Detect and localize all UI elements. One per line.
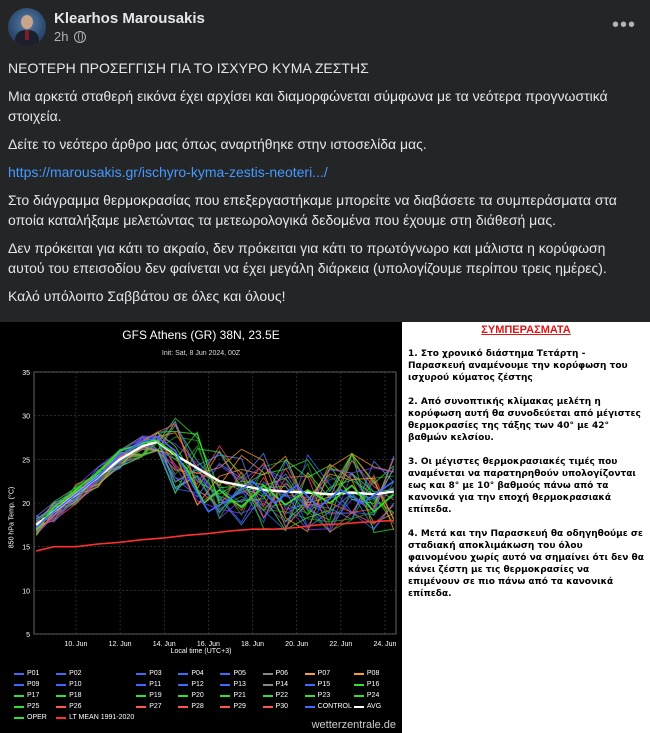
post-image[interactable] (0, 322, 650, 733)
chart-source: wetterzentrale.de (311, 719, 396, 731)
legend-item (354, 692, 394, 699)
legend-item (178, 670, 218, 677)
legend-swatch (305, 706, 315, 708)
post-paragraph: Δεν πρόκειται για κάτι το ακραίο, δεν πρόκειται για κάτι το πρωτόγνωρο και μάλιστα η κορύφωση αυτού του επεισοδίου δεν φαίνεται να έχει μεγάλη διάρκεια (υπολογίζουμε περίπου τρεις ημέρες). (8, 240, 607, 276)
legend-swatch (56, 673, 66, 675)
x-tick-label: 14. Jun (152, 641, 176, 648)
legend-label: P25 (27, 703, 40, 710)
legend-label: P04 (191, 670, 204, 677)
legend-label: P01 (27, 670, 40, 677)
legend-label: P13 (233, 681, 246, 688)
legend-label: P19 (149, 692, 162, 699)
legend-label: LT MEAN 1991-2020 (69, 714, 135, 721)
legend-label: P29 (233, 703, 246, 710)
more-dots-icon[interactable]: ••• (611, 14, 636, 36)
legend-item (136, 703, 176, 710)
y-tick-label: 25 (22, 457, 30, 465)
y-axis-label: 850 hPa Temp. (°C) (8, 486, 16, 549)
legend-swatch (14, 706, 24, 708)
legend-swatch (263, 673, 273, 675)
legend-swatch (178, 684, 188, 686)
legend-label: P18 (69, 692, 82, 699)
legend-item (354, 681, 394, 688)
legend-item (178, 692, 218, 699)
legend-item (56, 714, 134, 721)
legend-swatch (305, 684, 315, 686)
conclusions-title: ΣΥΜΠΕΡΑΣΜΑΤΑ (481, 324, 571, 336)
legend-swatch (56, 695, 66, 697)
conclusion-item: 1. Στο χρονικό διάστημα Τετάρτη - Παρασκευή αναμένουμε την κορύφωση του ισχυρού κύματος ζέστης (408, 349, 628, 383)
x-tick-label: 22. Jun (329, 641, 353, 648)
post-header (8, 8, 205, 46)
legend-item (220, 703, 260, 710)
legend-swatch (354, 684, 364, 686)
legend-label: P11 (149, 681, 162, 688)
legend-label: P30 (275, 703, 289, 710)
legend-swatch (14, 673, 24, 675)
x-tick-label: 20. Jun (285, 641, 309, 648)
time-row (54, 29, 205, 44)
legend-item (263, 692, 303, 699)
post-paragraph: ΝΕΟΤΕΡΗ ΠΡΟΣΕΓΓΙΣΗ ΓΙΑ ΤΟ ΙΣΧΥΡΟ ΚΥΜΑ ΖΕΣΤΗΣ (8, 60, 369, 76)
x-tick-label: 10. Jun (64, 641, 88, 648)
legend-swatch (14, 684, 24, 686)
legend-item (354, 670, 394, 677)
legend-item (136, 670, 176, 677)
legend-label: P07 (317, 670, 331, 677)
conclusion-item: 3. Οι μέγιστες θερμοκρασιακές τιμές που αναμένεται να παρατηρηθούν υπολογίζονται εως και 8° με 10° βαθμούς πάνω από τα κανονικά για την εποχή θερμοκρασιακά επίπεδα. (408, 457, 636, 515)
legend-swatch (14, 717, 24, 719)
legend-item (56, 692, 134, 699)
avatar-head (21, 15, 33, 29)
post-text (8, 58, 644, 314)
legend-swatch (220, 673, 230, 675)
legend-item (14, 692, 54, 699)
legend-item (220, 692, 260, 699)
chart-panel (0, 322, 402, 733)
conclusion-item: 4. Μετά και την Παρασκευή θα οδηγηθούμε σε σταδιακή αποκλιμάκωση του όλου φαινομένου χωρίς αυτό να σημαίνει ότι δεν θα κάνει ζέστη με τις θερμοκρασίες να επιμένουν σε πιο πάνω από τα κανονικά επίπεδα. (408, 529, 644, 599)
legend-item (14, 703, 54, 710)
legend-item (305, 703, 352, 710)
legend-item (220, 681, 260, 688)
y-tick-label: 35 (22, 370, 30, 377)
legend-swatch (136, 695, 146, 697)
x-tick-label: 16. Jun (196, 641, 220, 648)
post-paragraph: Καλό υπόλοιπο Σαββάτου σε όλες και όλους! (8, 288, 286, 304)
legend-swatch (305, 695, 315, 697)
x-tick-label: 18. Jun (241, 641, 265, 648)
legend-item (178, 703, 218, 710)
conclusions-panel (402, 322, 650, 733)
legend-label: P21 (233, 692, 246, 699)
avatar-tie (25, 30, 29, 40)
legend-swatch (178, 706, 188, 708)
legend-label: P09 (27, 681, 40, 688)
legend-label: P06 (275, 670, 289, 677)
post-time[interactable]: 2h (54, 29, 69, 44)
legend-swatch (263, 695, 273, 697)
legend-label: P28 (191, 703, 204, 710)
legend-swatch (220, 684, 230, 686)
legend-label: P16 (366, 681, 380, 688)
legend-item (305, 681, 352, 688)
legend-swatch (305, 673, 315, 675)
legend-swatch (354, 706, 364, 708)
legend-label: OPER (27, 714, 47, 721)
post-paragraph: Μια αρκετά σταθερή εικόνα έχει αρχίσει και διαμορφώνεται σύμφωνα με τα νεότερα προγνωστικά στοιχεία. (8, 88, 608, 124)
y-tick-label: 30 (22, 413, 30, 421)
legend-swatch (263, 684, 273, 686)
legend-item (136, 692, 176, 699)
legend-label: P08 (366, 670, 380, 677)
legend-item (14, 714, 54, 721)
avatar[interactable] (8, 8, 46, 46)
x-axis-label: Local time (UTC+3) (170, 648, 232, 655)
legend-label: P23 (317, 692, 331, 699)
legend-label: P24 (366, 692, 380, 699)
x-tick-label: 12. Jun (108, 641, 132, 648)
legend-label: P10 (69, 681, 82, 688)
legend-swatch (178, 695, 188, 697)
post-paragraph: Δείτε το νεότερο άρθρο μας όπως αναρτήθηκε στην ιστοσελίδα μας. (8, 136, 427, 152)
post-meta (54, 10, 205, 44)
legend-label: P03 (149, 670, 162, 677)
legend-item (56, 703, 134, 710)
y-tick-label: 10 (22, 588, 30, 596)
legend-label: P20 (191, 692, 204, 699)
post-paragraph: Στο διάγραμμα θερμοκρασίας που επεξεργαστήκαμε μπορείτε να διαβάσετε τα συμπεράσματα στα οποία καταλήξαμε μελετώντας τα μετεωρολογικά δεδομένα που έχουμε στη διάθεσή μας. (8, 192, 617, 228)
article-link[interactable]: https://marousakis.gr/ischyro-kyma-zestis-neoteri.../ (8, 164, 328, 180)
legend-item (56, 670, 134, 677)
globe-icon (74, 31, 86, 43)
y-tick-label: 15 (22, 544, 30, 552)
post-link-paragraph (8, 162, 644, 182)
legend-swatch (14, 695, 24, 697)
legend-item (14, 681, 54, 688)
chart-title: GFS Athens (GR) 38N, 23.5E (122, 328, 280, 342)
conclusion-item: 2. Από συνοπτικής κλίμακας μελέτη η κορύφωση αυτή θα συνοδεύεται από μέγιστες θερμοκρασίες της τάξης των 40° με 42° βαθμών κελσίου. (408, 397, 641, 443)
legend-label: CONTROL (317, 703, 352, 710)
legend-swatch (136, 673, 146, 675)
legend-label: P05 (233, 670, 246, 677)
legend-swatch (56, 684, 66, 686)
legend-item (305, 692, 352, 699)
legend-item (220, 670, 260, 677)
legend-swatch (136, 684, 146, 686)
legend-item (56, 681, 134, 688)
legend-item (354, 703, 394, 710)
legend-swatch (56, 717, 66, 719)
legend-item (14, 670, 54, 677)
legend-item (263, 703, 303, 710)
legend-label: P12 (191, 681, 204, 688)
legend-item (178, 681, 218, 688)
legend-label: P22 (275, 692, 289, 699)
legend-label: P27 (149, 703, 162, 710)
legend-swatch (220, 695, 230, 697)
legend-swatch (136, 706, 146, 708)
legend-swatch (263, 706, 273, 708)
chart-subtitle: Init: Sat, 8 Jun 2024, 00Z (161, 350, 241, 357)
author-name[interactable]: Klearhos Marousakis (54, 10, 205, 27)
temperature-chart (0, 322, 402, 662)
legend-label: P14 (275, 681, 289, 688)
y-tick-label: 5 (26, 632, 30, 639)
legend-item (263, 670, 303, 677)
chart-legend (14, 670, 394, 721)
legend-label: P02 (69, 670, 82, 677)
legend-item (305, 670, 352, 677)
y-tick-label: 20 (22, 501, 30, 508)
legend-label: AVG (366, 703, 382, 710)
legend-label: P15 (317, 681, 331, 688)
legend-swatch (354, 673, 364, 675)
legend-item (263, 681, 303, 688)
legend-swatch (178, 673, 188, 675)
legend-label: P17 (27, 692, 40, 699)
legend-label: P26 (69, 703, 82, 710)
legend-swatch (354, 695, 364, 697)
legend-swatch (56, 706, 66, 708)
x-tick-label: 24. Jun (373, 641, 397, 648)
legend-item (136, 681, 176, 688)
legend-swatch (220, 706, 230, 708)
